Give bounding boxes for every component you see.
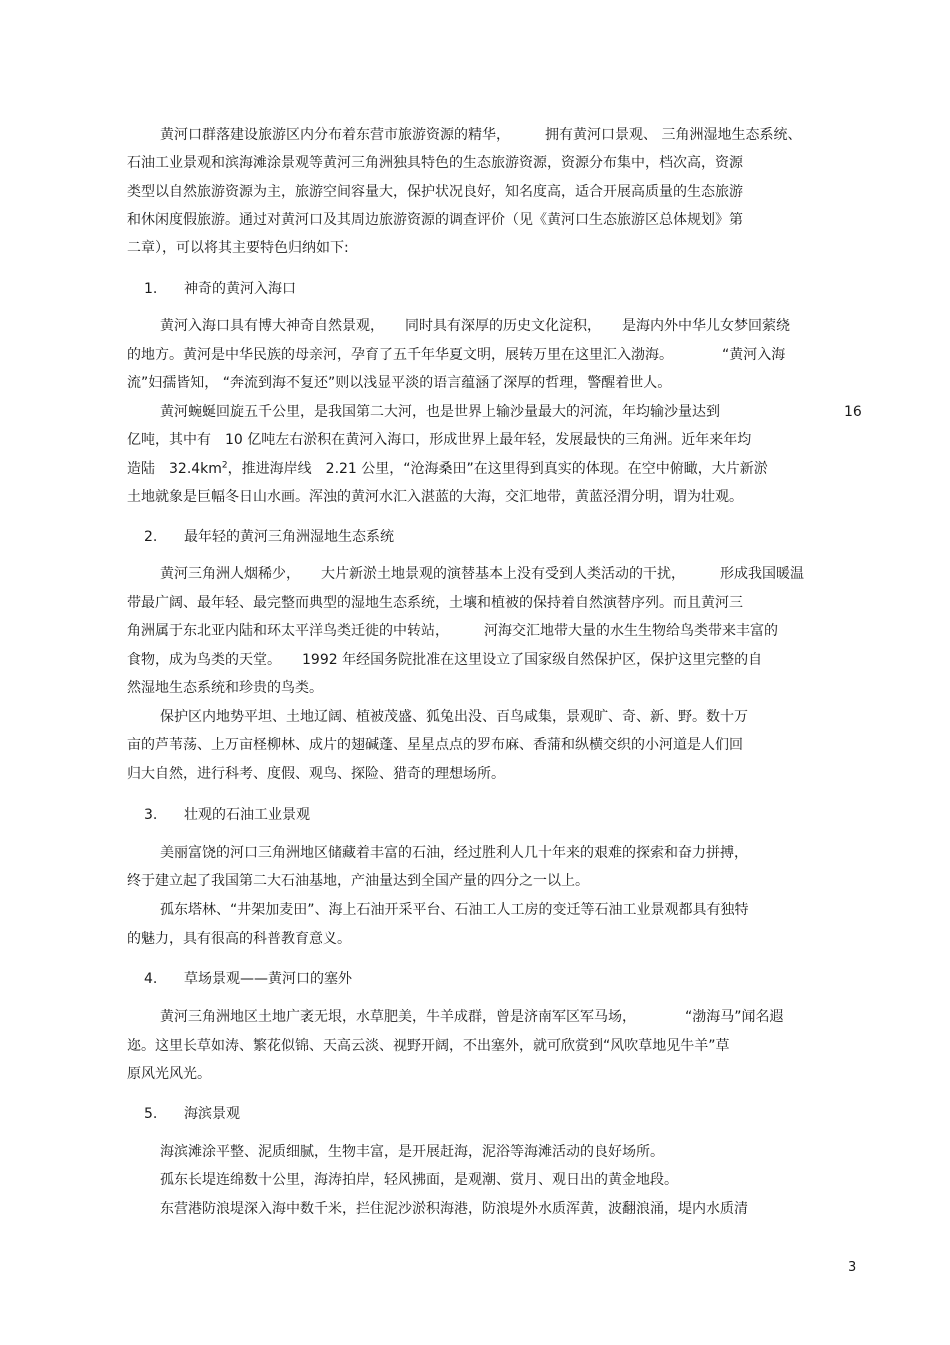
section-title: 神奇的黄河入海口: [184, 281, 296, 297]
body-line: 黄河三角洲人烟稀少， 大片新淤土地景观的演替基本上没有受到人类活动的干扰， 形成我国暖温: [160, 566, 804, 582]
body-line: 终于建立起了我国第二大石油基地，产油量达到全国产量的四分之一以上。: [127, 873, 589, 889]
body-line: 归大自然，进行科考、度假、观鸟、探险、猎奇的理想场所。: [127, 766, 505, 782]
section-heading: [144, 279, 296, 299]
body-line: 带最广阔、最年轻、最完整而典型的湿地生态系统，土壤和植被的保持着自然演替序列。而且黄河三: [127, 595, 743, 611]
body-line: 流”妇孺皆知， “奔流到海不复还”则以浅显平淡的语言蕴涵了深厚的哲理，警醒着世人。: [127, 375, 672, 391]
body-line: 的地方。黄河是中华民族的母亲河，孕育了五千年华夏文明，展转万里在这里汇入渤海。 “黄河入海: [127, 347, 786, 363]
body-line: 美丽富饶的河口三角洲地区储藏着丰富的石油，经过胜利人几十年来的艰难的探索和奋力拼搏，: [160, 845, 748, 861]
body-line: 海滨滩涂平整、泥质细腻，生物丰富，是开展赶海，泥浴等海滩活动的良好场所。: [160, 1144, 664, 1160]
body-line: 保护区内地势平坦、土地辽阔、植被茂盛、狐兔出没、百鸟咸集，景观旷、奇、新、野。数十万: [160, 709, 748, 725]
body-line: 亩的芦苇荡、上万亩柽柳林、成片的翅碱蓬、星星点点的罗布麻、香蒲和纵横交织的小河道是人们回: [127, 737, 743, 753]
intro-line: 类型以自然旅游资源为主，旅游空间容量大，保护状况良好，知名度高，适合开展高质量的生态旅游: [127, 184, 743, 200]
section-title: 最年轻的黄河三角洲湿地生态系统: [184, 529, 394, 545]
superscript: 2: [221, 460, 228, 471]
body-line: 食物，成为鸟类的天堂。 1992 年经国务院批准在这里设立了国家级自然保护区，保护这里完整的自: [127, 652, 763, 668]
body-line-tail: 16: [844, 404, 862, 420]
section-number: 1.: [144, 281, 158, 297]
section-title: 壮观的石油工业景观: [184, 807, 310, 823]
body-line: 黄河蜿蜒回旋五千公里，是我国第二大河，也是世界上输沙量最大的河流，年均输沙量达到: [160, 404, 720, 420]
body-line: 造陆 $32.4km^2$，推进海岸线 2.21 公里，“沧海桑田”在这里得到真实的体现。在空中俯瞰，大片新淤: [127, 460, 768, 477]
body-line: 黄河三角洲地区土地广袤无垠，水草肥美，牛羊成群，曾是济南军区军马场， “渤海马”闻名遐: [160, 1009, 784, 1025]
body-line: 迩。这里长草如涛、繁花似锦、天高云淡、视野开阔，不出塞外，就可欣赏到“风吹草地见牛羊”草: [127, 1038, 730, 1054]
section-heading: [144, 1104, 240, 1124]
section-heading: [144, 805, 310, 825]
body-line: 黄河入海口具有博大神奇自然景观， 同时具有深厚的历史文化淀积， 是海内外中华儿女梦回萦绕: [160, 318, 790, 334]
body-line: 然湿地生态系统和珍贵的鸟类。: [127, 680, 323, 696]
section-number: 3.: [144, 807, 158, 823]
intro-line: 二章），可以将其主要特色归纳如下:: [127, 240, 349, 256]
section-title: 草场景观——黄河口的塞外: [184, 971, 352, 987]
body-line: 的魅力，具有很高的科普教育意义。: [127, 931, 351, 947]
section-title: 海滨景观: [184, 1106, 240, 1122]
body-line: 东营港防浪堤深入海中数千米，拦住泥沙淤积海港，防浪堤外水质浑黄，波翻浪涌，堤内水质清: [160, 1201, 748, 1217]
body-line: 角洲属于东北亚内陆和环太平洋鸟类迁徙的中转站， 河海交汇地带大量的水生生物给鸟类带来丰富的: [127, 623, 778, 639]
intro-line: 黄河口群落建设旅游区内分布着东营市旅游资源的精华， 拥有黄河口景观、 三角洲湿地生态系统、: [160, 127, 802, 143]
section-heading: [144, 527, 394, 547]
section-number: 2.: [144, 529, 158, 545]
section-heading: [144, 969, 352, 989]
body-line: 土地就象是巨幅冬日山水画。浑浊的黄河水汇入湛蓝的大海，交汇地带，黄蓝泾渭分明，谓为壮观。: [127, 489, 743, 505]
body-line: 亿吨，其中有 10 亿吨左右淤积在黄河入海口，形成世界上最年轻，发展最快的三角洲。近年来年均: [127, 432, 752, 448]
intro-line: 和休闲度假旅游。通过对黄河口及其周边旅游资源的调查评价（见《黄河口生态旅游区总体规划》第: [127, 212, 743, 228]
body-line: 孤东长堤连绵数十公里，海涛拍岸，轻风拂面，是观潮、赏月、观日出的黄金地段。: [160, 1172, 678, 1188]
intro-line: 石油工业景观和滨海滩涂景观等黄河三角洲独具特色的生态旅游资源，资源分布集中，档次高，资源: [127, 155, 743, 171]
body-line: 孤东塔林、“井架加麦田”、海上石油开采平台、石油工人工房的变迁等石油工业景观都具有独特: [160, 902, 749, 918]
section-number: 4.: [144, 971, 158, 987]
body-line: 原风光风光。: [127, 1066, 211, 1082]
page-number: 3: [848, 1260, 857, 1275]
section-number: 5.: [144, 1106, 158, 1122]
